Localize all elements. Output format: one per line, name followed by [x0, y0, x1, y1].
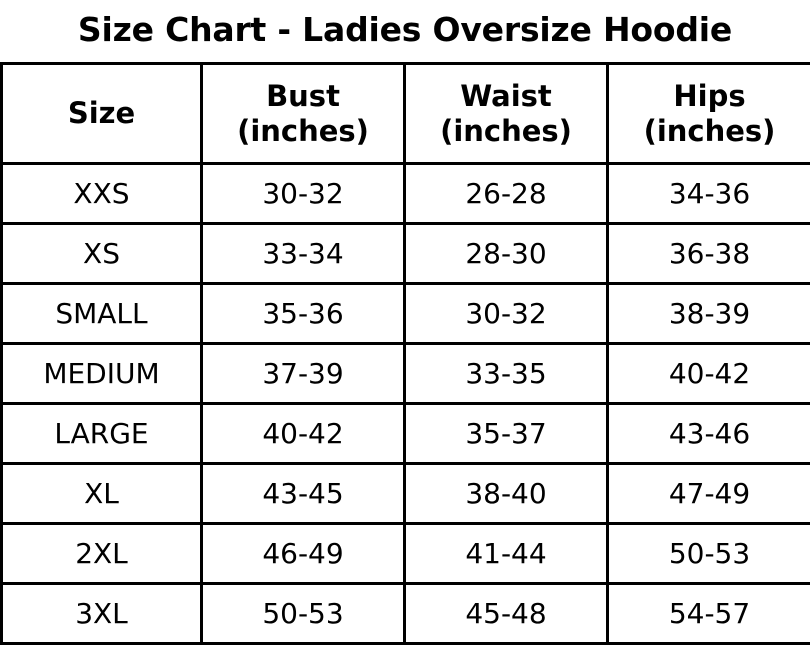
- table-header-row: [2, 64, 810, 164]
- cell-size: LARGE: [2, 404, 202, 464]
- cell-size: XS: [2, 224, 202, 284]
- cell-waist: 33-35: [405, 344, 608, 404]
- cell-waist: 26-28: [405, 164, 608, 224]
- column-header-hips-line1: Hips: [609, 79, 810, 113]
- cell-size: XL: [2, 464, 202, 524]
- cell-hips: 47-49: [608, 464, 810, 524]
- cell-hips: 50-53: [608, 524, 810, 584]
- cell-bust: 30-32: [202, 164, 405, 224]
- cell-bust: 33-34: [202, 224, 405, 284]
- cell-size: SMALL: [2, 284, 202, 344]
- cell-hips: 34-36: [608, 164, 810, 224]
- cell-bust: 40-42: [202, 404, 405, 464]
- cell-waist: 41-44: [405, 524, 608, 584]
- size-chart-table: [0, 62, 810, 645]
- cell-size: 3XL: [2, 584, 202, 644]
- column-header-hips: [608, 64, 810, 164]
- cell-hips: 40-42: [608, 344, 810, 404]
- cell-size: MEDIUM: [2, 344, 202, 404]
- column-header-size-line1: Size: [3, 96, 200, 130]
- cell-bust: 43-45: [202, 464, 405, 524]
- column-header-waist-line1: Waist: [406, 79, 606, 113]
- column-header-waist: [405, 64, 608, 164]
- cell-bust: 37-39: [202, 344, 405, 404]
- cell-bust: 50-53: [202, 584, 405, 644]
- cell-hips: 54-57: [608, 584, 810, 644]
- column-header-waist-line2: (inches): [406, 114, 606, 148]
- cell-waist: 38-40: [405, 464, 608, 524]
- column-header-bust: [202, 64, 405, 164]
- table-row: [2, 224, 810, 284]
- cell-waist: 35-37: [405, 404, 608, 464]
- cell-hips: 43-46: [608, 404, 810, 464]
- column-header-bust-line2: (inches): [203, 114, 403, 148]
- column-header-bust-line1: Bust: [203, 79, 403, 113]
- cell-hips: 36-38: [608, 224, 810, 284]
- table-row: [2, 524, 810, 584]
- column-header-hips-line2: (inches): [609, 114, 810, 148]
- cell-bust: 46-49: [202, 524, 405, 584]
- column-header-size: [2, 64, 202, 164]
- cell-size: XXS: [2, 164, 202, 224]
- table-row: [2, 404, 810, 464]
- table-row: [2, 584, 810, 644]
- chart-title: Size Chart - Ladies Oversize Hoodie: [0, 0, 810, 62]
- cell-waist: 30-32: [405, 284, 608, 344]
- cell-bust: 35-36: [202, 284, 405, 344]
- cell-waist: 28-30: [405, 224, 608, 284]
- table-row: [2, 464, 810, 524]
- table-row: [2, 164, 810, 224]
- table-row: [2, 344, 810, 404]
- table-row: [2, 284, 810, 344]
- cell-waist: 45-48: [405, 584, 608, 644]
- cell-hips: 38-39: [608, 284, 810, 344]
- cell-size: 2XL: [2, 524, 202, 584]
